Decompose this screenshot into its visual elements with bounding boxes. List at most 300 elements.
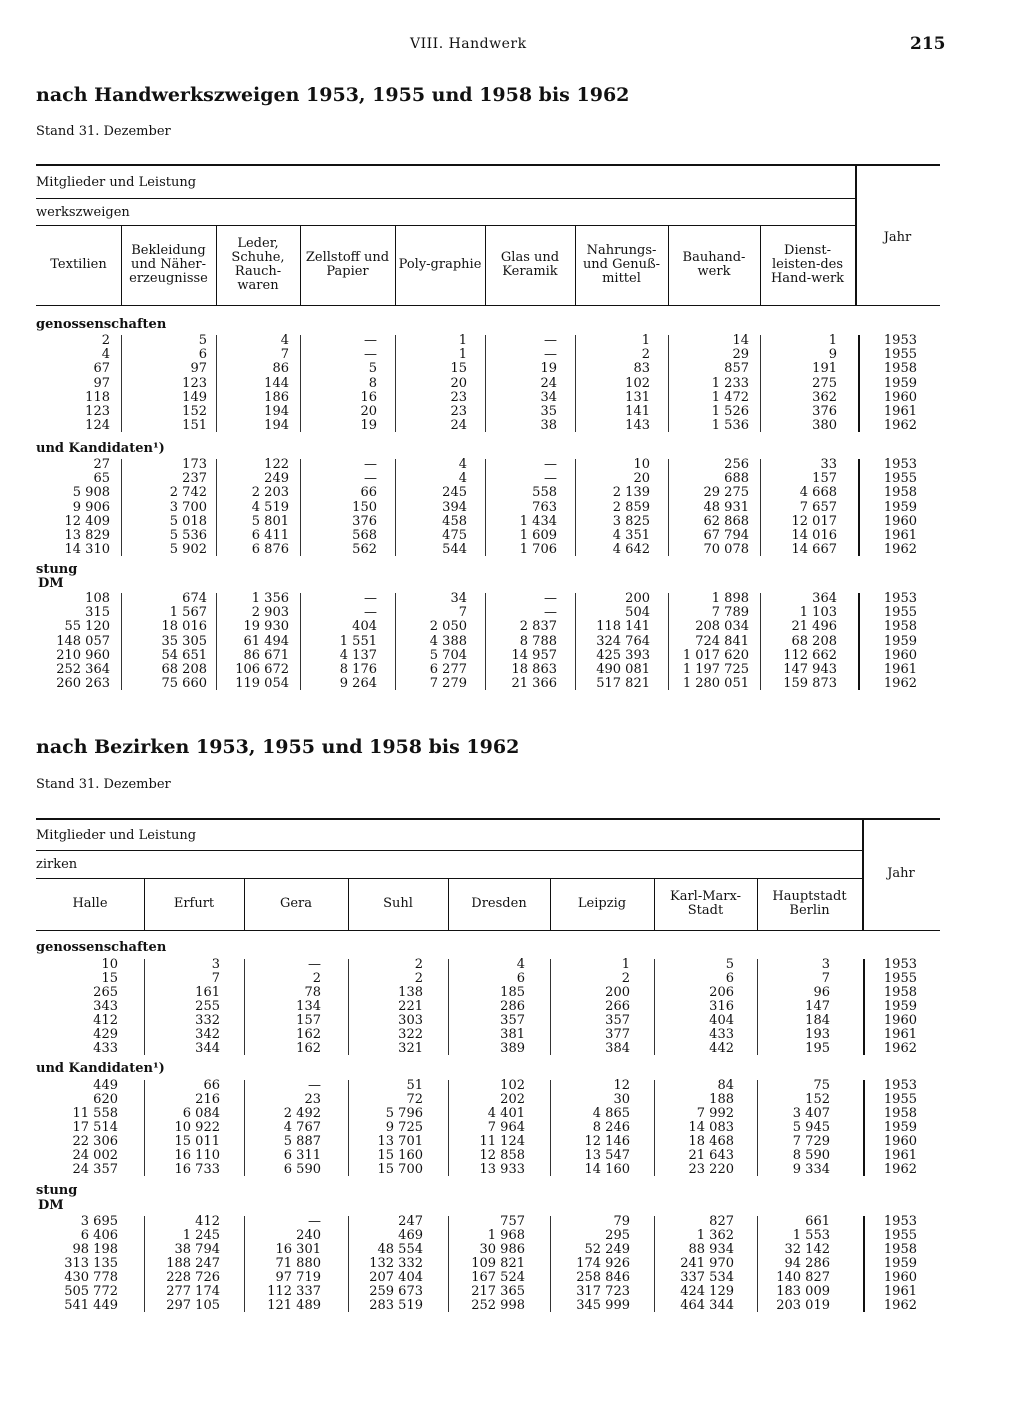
column-header-label: Nahrungs- und Genuß-mittel: [582, 243, 661, 286]
table-cell: —: [544, 347, 557, 363]
table-cell: 11 124: [479, 1134, 525, 1149]
table-cell: 5 887: [283, 1134, 321, 1149]
year-cell: 1958: [883, 1106, 917, 1121]
year-cell: 1955: [883, 347, 917, 363]
table-cell: 7 657: [799, 499, 837, 515]
table-cell: 68 208: [791, 633, 837, 649]
table-top-rule: [36, 164, 940, 166]
table-cell: 2 742: [169, 485, 207, 501]
table-cell: 763: [532, 499, 557, 515]
column-separator: [144, 878, 145, 930]
table-cell: 16 301: [275, 1242, 321, 1257]
table-cell: 247: [398, 1214, 423, 1229]
column-separator: [448, 878, 449, 930]
table-top-rule: [36, 818, 940, 820]
table-cell: —: [544, 605, 557, 621]
table-cell: 315: [85, 605, 110, 621]
table-cell: 12 146: [584, 1134, 630, 1149]
table-cell: 65: [93, 471, 110, 487]
table-cell: 505 772: [64, 1284, 118, 1299]
table-cell: 144: [264, 375, 289, 391]
table-cell: 14 310: [64, 542, 110, 558]
column-header-label: Bauhand-werk: [682, 250, 746, 279]
table-cell: 206: [709, 985, 734, 1000]
column-header: [123, 227, 214, 303]
year-cell: 1955: [883, 971, 917, 986]
table-cell: 9 264: [339, 676, 377, 692]
year-cell: 1958: [883, 361, 917, 377]
table-cell: 620: [93, 1092, 118, 1107]
table-cell: 322: [398, 1027, 423, 1042]
table-cell: 661: [805, 1214, 830, 1229]
table-cell: 24: [450, 418, 467, 434]
table-cell: 228 726: [166, 1270, 220, 1285]
table-cell: 7 789: [711, 605, 749, 621]
table-cell: 381: [500, 1027, 525, 1042]
band-label: Mitglieder und Leistung: [36, 828, 197, 843]
column-separator: [300, 225, 301, 305]
table-cell: 11 558: [72, 1106, 118, 1121]
table-cell: 24: [540, 375, 557, 391]
band-rule-2: [36, 225, 855, 226]
section-label: und Kandidaten¹): [36, 1061, 165, 1076]
table-cell: 240: [296, 1228, 321, 1243]
table-cell: 5: [198, 333, 207, 348]
table-cell: 10: [633, 457, 650, 472]
table-cell: 241 970: [680, 1256, 734, 1271]
table-cell: 14 160: [584, 1162, 630, 1177]
table-cell: 21 366: [511, 676, 557, 692]
section-label: stung: [36, 562, 78, 577]
year-cell: 1953: [883, 333, 917, 348]
table-cell: —: [364, 591, 377, 606]
table-stand-note: Stand 31. Dezember: [36, 124, 171, 139]
table-cell: 317 723: [576, 1284, 630, 1299]
table-cell: 430 778: [64, 1270, 118, 1285]
table-cell: 8 788: [519, 633, 557, 649]
table-cell: 21 496: [791, 619, 837, 635]
column-separator: [348, 878, 349, 930]
column-header: [246, 880, 346, 928]
column-header: [762, 227, 853, 303]
column-header-label: Gera: [279, 896, 313, 911]
table-cell: —: [308, 957, 321, 972]
year-bar: [863, 1216, 865, 1312]
table-cell: 1 245: [182, 1228, 220, 1243]
table-cell: 541 449: [64, 1298, 118, 1313]
year-cell: 1961: [883, 1027, 917, 1042]
column-separator: [668, 225, 669, 305]
year-cell: 1953: [883, 1078, 917, 1093]
column-separator: [757, 878, 758, 930]
column-separator: [121, 225, 122, 305]
table-cell: 149: [182, 389, 207, 405]
table-cell: 10 922: [174, 1120, 220, 1135]
table-cell: 7: [821, 971, 830, 986]
table-cell: 19: [540, 361, 557, 377]
table-cell: 4 351: [612, 528, 650, 543]
table-cell: 1 706: [519, 542, 557, 558]
table-cell: 143: [625, 418, 650, 434]
table-cell: 345 999: [576, 1298, 630, 1313]
table-cell: 124: [85, 418, 110, 434]
table-cell: 313 135: [64, 1256, 118, 1271]
table-cell: 8 176: [339, 662, 377, 677]
table-cell: 97: [93, 375, 110, 391]
table-cell: 23 220: [688, 1162, 734, 1177]
year-bar: [863, 959, 865, 1055]
table-cell: 55 120: [64, 619, 110, 635]
table-cell: 188: [709, 1092, 734, 1107]
table-cell: 79: [613, 1214, 630, 1229]
table-cell: 1: [621, 957, 630, 972]
table-cell: 2 139: [612, 485, 650, 501]
table-cell: 183 009: [776, 1284, 830, 1299]
table-cell: 27: [93, 457, 110, 472]
table-cell: 404: [709, 1013, 734, 1028]
table-cell: 98 198: [72, 1242, 118, 1257]
table-cell: 5 902: [169, 542, 207, 558]
table-cell: 13 829: [64, 528, 110, 543]
column-header-label: Zellstoff und Papier: [305, 250, 390, 279]
table-cell: 688: [724, 471, 749, 487]
table-cell: 827: [709, 1214, 734, 1229]
table-cell: 4: [516, 957, 525, 972]
table-cell: 5 908: [72, 485, 110, 501]
table-cell: 265: [93, 985, 118, 1000]
year-cell: 1960: [883, 1134, 917, 1149]
table-cell: 38: [540, 418, 557, 434]
table-cell: 102: [500, 1078, 525, 1093]
column-separator: [654, 878, 655, 930]
column-separator: [760, 225, 761, 305]
table-cell: —: [364, 471, 377, 487]
table-cell: 12 017: [791, 513, 837, 529]
table-cell: 66: [203, 1078, 220, 1093]
table-cell: 2: [621, 971, 630, 986]
table-cell: 14 667: [791, 542, 837, 558]
table-cell: 71 880: [275, 1256, 321, 1271]
column-header-label: Suhl: [383, 896, 413, 911]
table-cell: 16 110: [174, 1148, 220, 1163]
table-cell: 1 536: [711, 418, 749, 434]
table-cell: —: [544, 457, 557, 472]
table-cell: 174 926: [576, 1256, 630, 1271]
table-cell: 3 407: [792, 1106, 830, 1121]
column-header: [38, 227, 119, 303]
table-cell: 70 078: [703, 542, 749, 558]
table-cell: 344: [195, 1041, 220, 1056]
table-cell: 1: [458, 347, 467, 363]
table-cell: 35 305: [161, 633, 207, 649]
table-cell: 1 356: [251, 591, 289, 606]
table-cell: 72: [406, 1092, 423, 1107]
column-separator: [244, 878, 245, 930]
table-cell: 429: [93, 1027, 118, 1042]
table-cell: 9 725: [385, 1120, 423, 1135]
table-cell: 380: [812, 418, 837, 434]
table-cell: 184: [805, 1013, 830, 1028]
table-stand-note: Stand 31. Dezember: [36, 777, 171, 792]
table-cell: 249: [264, 471, 289, 487]
table-cell: 14: [732, 333, 749, 348]
column-separator: [550, 878, 551, 930]
year-cell: 1953: [883, 457, 917, 472]
year-cell: 1960: [883, 647, 917, 663]
table-cell: 2 903: [251, 605, 289, 621]
table-cell: 12 858: [479, 1148, 525, 1163]
table-cell: 258 846: [576, 1270, 630, 1285]
table-cell: 562: [352, 542, 377, 558]
year-bar: [858, 335, 860, 432]
year-cell: 1962: [883, 1162, 917, 1177]
table-cell: 490 081: [596, 662, 650, 677]
table-cell: 18 016: [161, 619, 207, 635]
table-cell: 88 934: [688, 1242, 734, 1257]
table-cell: 118: [85, 389, 110, 405]
table-cell: 18 468: [688, 1134, 734, 1149]
table-cell: 131: [625, 389, 650, 405]
table-cell: 157: [296, 1013, 321, 1028]
table-cell: 433: [709, 1027, 734, 1042]
table-cell: 517 821: [596, 676, 650, 692]
year-header: Jahr: [883, 230, 912, 245]
table-cell: 275: [812, 375, 837, 391]
column-header-label: Halle: [72, 896, 108, 911]
table-cell: 245: [442, 485, 467, 501]
table-cell: 389: [500, 1041, 525, 1056]
header-bottom-rule: [36, 930, 940, 931]
table-cell: 78: [304, 985, 321, 1000]
table-cell: 67: [93, 361, 110, 377]
table-cell: 21 643: [688, 1148, 734, 1163]
column-header-label: Hauptstadt Berlin: [772, 889, 847, 918]
table-cell: 75: [813, 1078, 830, 1093]
table-cell: 14 083: [688, 1120, 734, 1135]
table-cell: 118 141: [596, 619, 650, 635]
table-cell: 1 472: [711, 389, 749, 405]
column-header-label: Textilien: [50, 257, 107, 272]
table-cell: 1: [458, 333, 467, 348]
band-label: zirken: [36, 857, 78, 872]
band-rule-1: [36, 850, 862, 851]
table-cell: 173: [182, 457, 207, 472]
page-number: 215: [910, 34, 946, 54]
table-cell: 141: [625, 404, 650, 419]
table-cell: 4 767: [283, 1120, 321, 1135]
table-cell: 2 492: [283, 1106, 321, 1121]
column-separator: [575, 225, 576, 305]
table-cell: 237: [182, 471, 207, 487]
year-cell: 1958: [883, 1242, 917, 1257]
table-cell: 260 263: [56, 676, 110, 692]
table-cell: 2 050: [429, 619, 467, 635]
table-cell: 1 609: [519, 528, 557, 543]
table-cell: —: [308, 1078, 321, 1093]
table-cell: 8 590: [792, 1148, 830, 1163]
table-cell: 68 208: [161, 662, 207, 677]
table-cell: 188 247: [166, 1256, 220, 1271]
table-cell: 54 651: [161, 647, 207, 663]
table-cell: —: [308, 1214, 321, 1229]
table-cell: 84: [717, 1078, 734, 1093]
table-cell: —: [544, 333, 557, 348]
table-cell: 12 409: [64, 513, 110, 529]
table-cell: 186: [264, 389, 289, 405]
table-cell: 332: [195, 1013, 220, 1028]
table-cell: 5 536: [169, 528, 207, 543]
year-cell: 1960: [883, 389, 917, 405]
table-cell: 221: [398, 999, 423, 1014]
year-cell: 1961: [883, 662, 917, 677]
table-cell: 384: [605, 1041, 630, 1056]
table-cell: 138: [398, 985, 423, 1000]
table-cell: 252 364: [56, 662, 110, 677]
table-cell: 1 280 051: [682, 676, 749, 692]
table-cell: 256: [724, 457, 749, 472]
table-cell: 35: [540, 404, 557, 419]
table-cell: 2 837: [519, 619, 557, 635]
table-cell: —: [544, 471, 557, 487]
table-cell: 724 841: [695, 633, 749, 649]
table-cell: 337 534: [680, 1270, 734, 1285]
table-cell: 4: [101, 347, 110, 363]
table-cell: 38 794: [174, 1242, 220, 1257]
table-cell: 343: [93, 999, 118, 1014]
table-cell: 1 551: [339, 633, 377, 649]
column-header: [146, 880, 242, 928]
year-bar: [858, 593, 860, 690]
table-cell: 203 019: [776, 1298, 830, 1313]
table-cell: 14 957: [511, 647, 557, 663]
table-cell: 15 011: [174, 1134, 220, 1149]
table-cell: 34: [450, 591, 467, 606]
table-cell: 122: [264, 457, 289, 472]
table-cell: 6: [516, 971, 525, 986]
table-cell: 364: [812, 591, 837, 606]
year-cell: 1955: [883, 605, 917, 621]
table-cell: 194: [264, 418, 289, 434]
column-header-label: Dresden: [471, 896, 527, 911]
table-cell: 10: [101, 957, 118, 972]
table-cell: 5 018: [169, 513, 207, 529]
table-cell: 6 311: [283, 1148, 321, 1163]
table-cell: —: [364, 605, 377, 621]
year-cell: 1958: [883, 485, 917, 501]
table-cell: 6 277: [429, 662, 467, 677]
band-rule-2: [36, 878, 862, 879]
table-cell: 4: [280, 333, 289, 348]
table-cell: 194: [264, 404, 289, 419]
table-cell: 123: [182, 375, 207, 391]
column-header: [487, 227, 573, 303]
table-cell: 24 357: [72, 1162, 118, 1177]
year-cell: 1962: [883, 1298, 917, 1313]
table-cell: 207 404: [369, 1270, 423, 1285]
table-cell: 4 865: [592, 1106, 630, 1121]
year-cell: 1962: [883, 1041, 917, 1056]
table-cell: 475: [442, 528, 467, 543]
section-label: stung: [36, 1183, 78, 1198]
column-separator: [485, 225, 486, 305]
table-cell: 2: [414, 971, 423, 986]
table-cell: 62 868: [703, 513, 749, 529]
header-bottom-rule: [36, 305, 940, 306]
table-cell: 6 876: [251, 542, 289, 558]
section-header: VIII. Handwerk: [410, 36, 527, 52]
table-cell: 86: [272, 361, 289, 377]
table-cell: 19 930: [243, 619, 289, 635]
table-cell: 147: [805, 999, 830, 1014]
table-cell: 13 933: [479, 1162, 525, 1177]
year-cell: 1958: [883, 619, 917, 635]
year-cell: 1961: [883, 404, 917, 419]
table-cell: 23: [304, 1092, 321, 1107]
table-cell: 29: [732, 347, 749, 363]
year-cell: 1961: [883, 528, 917, 543]
table-cell: 210 960: [56, 647, 110, 663]
year-cell: 1960: [883, 513, 917, 529]
table-cell: 200: [605, 985, 630, 1000]
table-cell: 152: [182, 404, 207, 419]
section-label: genossenschaften: [36, 317, 167, 332]
table-cell: 464 344: [680, 1298, 734, 1313]
table-cell: 321: [398, 1041, 423, 1056]
table-cell: 6 411: [251, 528, 289, 543]
table-cell: 3 700: [169, 499, 207, 515]
table-cell: 412: [195, 1214, 220, 1229]
table-cell: 20: [360, 404, 377, 419]
table-cell: 568: [352, 528, 377, 543]
table-cell: 102: [625, 375, 650, 391]
year-cell: 1959: [883, 499, 917, 515]
table-cell: 376: [812, 404, 837, 419]
table-cell: 9 334: [792, 1162, 830, 1177]
table-cell: 94 286: [784, 1256, 830, 1271]
table-cell: 1: [828, 333, 837, 348]
table-cell: 1 362: [696, 1228, 734, 1243]
column-header-label: Erfurt: [173, 896, 215, 911]
table-cell: 1 968: [487, 1228, 525, 1243]
table-cell: 96: [813, 985, 830, 1000]
table-cell: 200: [625, 591, 650, 606]
table-cell: 17 514: [72, 1120, 118, 1135]
table-cell: 162: [296, 1027, 321, 1042]
year-cell: 1959: [883, 1256, 917, 1271]
table-cell: —: [364, 457, 377, 472]
band-label: werkszweigen: [36, 205, 130, 220]
table-cell: 48 554: [377, 1242, 423, 1257]
table-cell: 558: [532, 485, 557, 501]
table-cell: 1 233: [711, 375, 749, 391]
table-cell: 15: [101, 971, 118, 986]
table-cell: 2: [414, 957, 423, 972]
table-cell: 2 859: [612, 499, 650, 515]
table-cell: 458: [442, 513, 467, 529]
table-cell: 195: [805, 1041, 830, 1056]
table-cell: 7: [458, 605, 467, 621]
table-cell: 16 733: [174, 1162, 220, 1177]
column-header: [577, 227, 666, 303]
table-cell: 202: [500, 1092, 525, 1107]
column-header-label: Karl-Marx-Stadt: [670, 889, 741, 918]
table-cell: 4 137: [339, 647, 377, 663]
table-cell: 2 203: [251, 485, 289, 501]
table-cell: 8 246: [592, 1120, 630, 1135]
table-cell: 150: [352, 499, 377, 515]
table-cell: 20: [450, 375, 467, 391]
table-cell: 404: [352, 619, 377, 635]
